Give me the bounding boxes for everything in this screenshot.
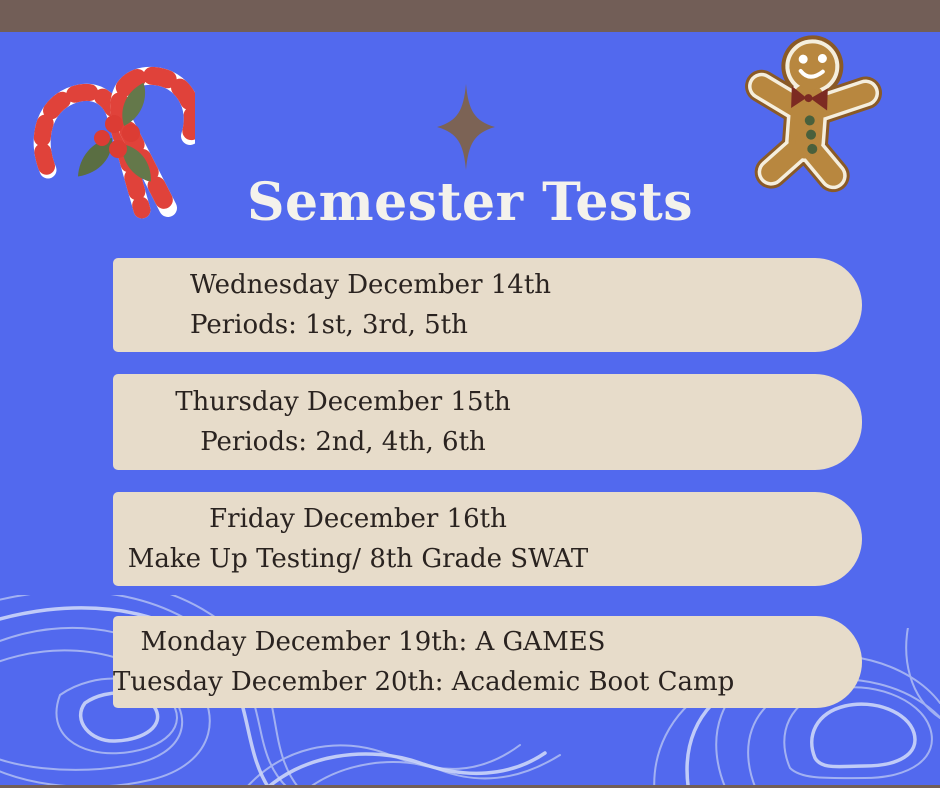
- schedule-card-next-week: [113, 616, 862, 708]
- gingerbread-man-icon: [745, 26, 893, 196]
- schedule-card-wednesday: [113, 258, 862, 352]
- card-detail-line: Make Up Testing/ 8th Grade SWAT: [127, 544, 589, 574]
- card-detail-line: Tuesday December 20th: Academic Boot Camp: [113, 667, 735, 697]
- card-detail-line: Periods: 1st, 3rd, 5th: [190, 310, 468, 340]
- sparkle-icon: [437, 84, 495, 170]
- card-date-line: Friday December 16th: [209, 504, 507, 534]
- schedule-card-thursday: [113, 374, 862, 470]
- card-date-line: Thursday December 15th: [175, 387, 511, 417]
- schedule-card-friday: [113, 492, 862, 586]
- page-title: Semester Tests: [246, 172, 693, 233]
- card-date-line: Monday December 19th: A GAMES: [140, 627, 606, 657]
- card-date-line: Wednesday December 14th: [190, 270, 552, 300]
- card-detail-line: Periods: 2nd, 4th, 6th: [200, 427, 486, 457]
- top-bar: [0, 0, 940, 32]
